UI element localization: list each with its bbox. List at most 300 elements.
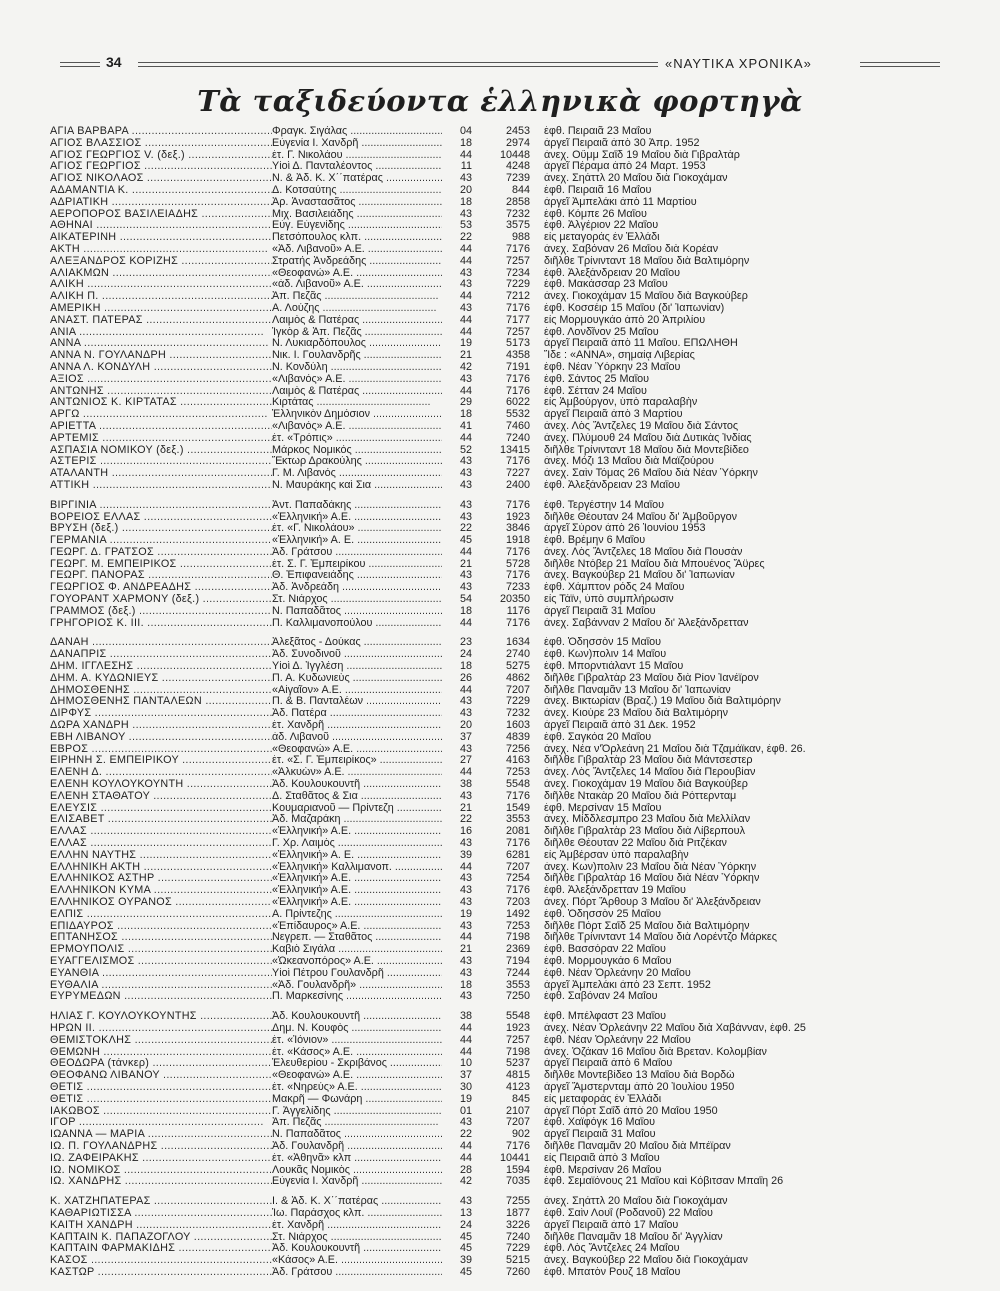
owner: Ἀδ. Κουλουκουντῆ ..... — [272, 1243, 442, 1255]
owner: Ἀδ. Κουλουκουντῆ ..... — [272, 779, 442, 791]
tonnage: 7176 — [505, 790, 530, 802]
built-year: 44 — [459, 149, 472, 161]
tonnage: 7244 — [505, 967, 530, 979]
tonnage: 7176 — [505, 1140, 530, 1152]
built-year: 43 — [459, 582, 472, 594]
built-year: 27 — [459, 755, 472, 767]
ship-name: ΙΩ. ΝΟΜΙΚΟΣ ..... — [50, 1165, 272, 1177]
ship-row — [50, 1023, 950, 1035]
ship-row — [50, 909, 950, 921]
owner: Ἑλληνικὸν Δημόσιον ..... — [272, 409, 442, 421]
built-year: 43 — [459, 838, 472, 850]
tonnage: 2081 — [505, 826, 530, 838]
ship-row — [50, 661, 950, 673]
tonnage: 2107 — [505, 1105, 530, 1117]
ship-name: ΕΠΙΔΑΥΡΟΣ ..... — [50, 921, 272, 933]
tonnage: 1918 — [505, 535, 530, 547]
ship-row — [50, 445, 950, 457]
ship-name: ΘΕΤΙΣ ..... — [50, 1082, 272, 1094]
ship-row — [50, 480, 950, 492]
tonnage: 7176 — [505, 885, 530, 897]
status: ἀνεχ. Λὸς Ἄντζελες 14 Μαΐου διὰ Περουβίαν — [544, 767, 756, 779]
ship-name: ΚΑΘΑΡΙΩΤΙΣΣΑ ..... — [50, 1208, 272, 1220]
status: ἐφθ. Ἀλγέριον 22 Μαΐου — [544, 220, 659, 232]
ship-name: ΘΕΟΔΩΡΑ (τάνκερ) ..... — [50, 1058, 272, 1070]
ship-row — [50, 980, 950, 992]
status: ἐφθ. Νέαν Ὀρλεάνην 20 Μαΐου — [544, 967, 691, 979]
owner: Ἀλεξᾶτος - Δούκας ..... — [272, 637, 442, 649]
owner: «Ἑλληνική» Α. Ε. ..... — [272, 850, 442, 862]
ship-row — [50, 1196, 950, 1208]
ship-row — [50, 862, 950, 874]
status: ἀργεῖ Πόρτ Σαΐδ ἀπὸ 20 Μαΐου 1950 — [544, 1105, 718, 1117]
owner: Ἰω. Παράσχος κλπ. ..... — [272, 1208, 442, 1220]
ship-row — [50, 720, 950, 732]
ship-row — [50, 1117, 950, 1129]
status: ἀργεῖ Πειραιᾶ ἀπὸ 30 Ἀπρ. 1952 — [544, 137, 700, 149]
page-header — [60, 52, 940, 76]
owner: Λουκᾶς Νομικὸς ..... — [272, 1165, 442, 1177]
ship-name: ΑΛΕΞΑΝΔΡΟΣ ΚΟΡΙΖΗΣ ..... — [50, 256, 272, 268]
built-year: 22 — [459, 814, 472, 826]
status: ἐφθ. Μπατὸν Ρουζ 18 Μαΐου — [544, 1266, 681, 1278]
owner: Α. Πρίντεζης ..... — [272, 909, 442, 921]
ship-name: ΑΙΚΑΤΕΡΙΝΗ ..... — [50, 232, 272, 244]
owner: ἐτ. «Νηρεύς» Α.Ε. ..... — [272, 1082, 442, 1094]
owner: «Κάσος» Α.Ε. ..... — [272, 1255, 442, 1267]
tonnage: 7460 — [505, 420, 530, 432]
owner: Ἀδ. Ἀνδρεάδη ..... — [272, 582, 442, 594]
built-year: 43 — [459, 955, 472, 967]
tonnage: 3553 — [505, 814, 530, 826]
status: διῆλθε Γιβραλτὰρ 23 Μαΐου διὰ Ρίον Ἰανέϊρον — [544, 672, 759, 684]
ship-row — [50, 1011, 950, 1023]
owner: «Αἰγαῖον» Α.Ε. ..... — [272, 685, 442, 697]
status: ἀργεῖ Πειραιᾶ 31 Μαΐου — [544, 605, 656, 617]
journal-title: «ΝΑΥΤΙΚΑ ΧΡΟΝΙΚΑ» — [665, 56, 812, 71]
built-year: 45 — [459, 535, 472, 547]
built-year: 44 — [459, 684, 472, 696]
owner: Δ. Κοτσαύτης ..... — [272, 185, 442, 197]
tonnage: 7229 — [505, 279, 530, 291]
tonnage: 6281 — [505, 849, 530, 861]
status: ἐφθ. Λὸς Ἄντζελες 24 Μαΐου — [544, 1243, 680, 1255]
tonnage: 7207 — [505, 684, 530, 696]
built-year: 38 — [459, 779, 472, 791]
tonnage: 5532 — [505, 409, 530, 421]
owner: Μακρῆ — Φωνάρη ..... — [272, 1094, 442, 1106]
ship-name: ΑΘΗΝΑΙ ..... — [50, 220, 272, 232]
ship-name: ΒΙΡΓΙΝΙΑ ..... — [50, 500, 272, 512]
ship-row — [50, 1255, 950, 1267]
owner: Κιρτάτας ..... — [272, 397, 442, 409]
ship-name: ΘΕΤΙΣ ..... — [50, 1094, 272, 1106]
ship-name: ΑΝΝΑ Ν. ΓΟΥΛΑΝΔΡΗ ..... — [50, 350, 272, 362]
ship-name: ΕΛΛΗΝΙΚΟΝ ΚΥΜΑ ..... — [50, 885, 272, 897]
owner: Στρατής Ἀνδρεάδης ..... — [272, 256, 442, 268]
built-year: 43 — [459, 456, 472, 468]
status: ἐφθ. Μερσίναν 26 Μαΐου — [544, 1164, 662, 1176]
ship-row — [50, 649, 950, 661]
ship-name: ΙΩ. ΧΑΝΔΡΗΣ ..... — [50, 1176, 272, 1188]
owner: «ἀδ. Λιβανοῦ» Α.Ε. ..... — [272, 279, 442, 291]
tonnage: 1549 — [505, 802, 530, 814]
built-year: 43 — [459, 570, 472, 582]
owner: Κουμαριανοῦ — Πρίντεζη ..... — [272, 803, 442, 815]
status: ἀνεχ. Οὔμμ Σαΐδ 19 Μαΐου διὰ Γιβραλτὰρ — [544, 149, 740, 161]
status: ἀνεχ. Σηάττλ 20 Μαΐου διὰ Γιοκοχάμαν — [544, 1196, 728, 1208]
built-year: 16 — [459, 826, 472, 838]
ship-name: ΚΑΠΤΑΙΝ Κ. ΠΑΠΑΖΟΓΛΟΥ ..... — [50, 1232, 272, 1244]
built-year: 44 — [459, 932, 472, 944]
header-rule-left — [60, 62, 100, 67]
built-year: 44 — [459, 326, 472, 338]
ship-name: ΗΛΙΑΣ Γ. ΚΟΥΛΟΥΚΟΥΝΤΗΣ ..... — [50, 1011, 272, 1023]
status: ἀργεῖ Σύρον ἀπὸ 26 Ἰουνίου 1953 — [544, 523, 706, 535]
tonnage: 7227 — [505, 468, 530, 480]
status: ἀνεχ. Ὀζάκαν 16 Μαΐου διὰ Βρεταν. Κολομβίαν — [544, 1046, 767, 1058]
status: ἀργεῖ Πειραιᾶ 31 Μαΐου — [544, 1129, 656, 1141]
status: διῆλθε Γιβραλτὰρ 16 Μαΐου διὰ Νέαν Ὑόρκην — [544, 873, 760, 885]
ship-row — [50, 315, 950, 327]
owner: Μάρκος Νομικός ..... — [272, 445, 442, 457]
status: ἐφθ. Μερσίναν 15 Μαΐου — [544, 802, 662, 814]
owner: Ἀδ. Γουλανδρῆ ..... — [272, 1141, 442, 1153]
owner: «Θεοφανώ» Α.Ε. ..... — [272, 268, 442, 280]
ship-list — [50, 126, 950, 1287]
status: διῆλθε Γιβραλτὰρ 23 Μαΐου διὰ Λίβερπουλ — [544, 826, 745, 838]
owner: Γ. Μ. Λιβανός ..... — [272, 468, 442, 480]
tonnage: 4839 — [505, 731, 530, 743]
status: ἀνεχ. Κων)πολιν 23 Μαΐου διὰ Νέαν Ὑόρκην — [544, 861, 757, 873]
ship-name: ΓΡΑΜΜΟΣ (δεξ.) ..... — [50, 606, 272, 618]
owner: Εὐγ. Εὐγενίδης ..... — [272, 220, 442, 232]
ship-name: ΚΑΣΟΣ ..... — [50, 1255, 272, 1267]
owner: Υἱοὶ Πέτρου Γουλανδρῆ ..... — [272, 968, 442, 980]
status: εἰς μεταγοράς ἐν Ἑλλάδι — [544, 232, 660, 244]
built-year: 19 — [459, 908, 472, 920]
ship-row — [50, 744, 950, 756]
ship-name: ΙΩ. ΖΑΦΕΙΡΑΚΗΣ ..... — [50, 1153, 272, 1165]
status: ἀργεῖ Πειραιᾶ ἀπὸ 11 Μαΐου. ΕΠΩΛΗΘΗ — [544, 338, 738, 350]
tonnage: 7257 — [505, 255, 530, 267]
owner: Καβιὸ Σιγάλα ..... — [272, 944, 442, 956]
ship-row — [50, 397, 950, 409]
built-year: 43 — [459, 373, 472, 385]
ship-name: ΑΛΙΚΗ Π. ..... — [50, 291, 272, 303]
built-year: 21 — [459, 944, 472, 956]
owner: «Ἀλκυὼν» Α.Ε. ..... — [272, 767, 442, 779]
status: διῆλθε Παναμᾶν 20 Μαΐου διὰ Μπέϊραν — [544, 1140, 731, 1152]
owner: Δημ. Ν. Κουφὸς ..... — [272, 1023, 442, 1035]
tonnage: 7239 — [505, 173, 530, 185]
tonnage: 7240 — [505, 432, 530, 444]
owner: Α. Λούζης ..... — [272, 303, 442, 315]
ship-row — [50, 421, 950, 433]
ship-name: ΑΡΓΩ ..... — [50, 409, 272, 421]
ship-name: ΑΝΝΑ ..... — [50, 338, 272, 350]
built-year: 44 — [459, 255, 472, 267]
owner: ἀδ. Λιβανοῦ ..... — [272, 732, 442, 744]
ship-name: ΔΑΝΑΠΡΙΣ ..... — [50, 649, 272, 661]
status: διῆλθε Πόρτ Σαΐδ 25 Μαΐου διὰ Βαλτιμόρην — [544, 920, 750, 932]
status: ἀνεχ. Λὸς Ἄντζελες 18 Μαΐου διὰ Πουσὰν — [544, 546, 743, 558]
status: ἐφθ. Βασσόραν 22 Μαΐου — [544, 944, 666, 956]
ship-name: ΕΛΕΝΗ Δ. ..... — [50, 767, 272, 779]
owner: ἐτ. «Ἰόνιον» ..... — [272, 1035, 442, 1047]
tonnage: 7176 — [505, 546, 530, 558]
ship-name: ΕΛΕΝΗ ΣΤΑΘΑΤΟΥ ..... — [50, 791, 272, 803]
owner: Ἀδ. Μαζαράκη ..... — [272, 814, 442, 826]
tonnage: 7198 — [505, 932, 530, 944]
tonnage: 5548 — [505, 1011, 530, 1023]
ship-row — [50, 362, 950, 374]
built-year: 41 — [459, 420, 472, 432]
tonnage: 5275 — [505, 661, 530, 673]
owner: Στ. Νιάρχος ..... — [272, 1232, 442, 1244]
ship-name: ΕΛΛΑΣ ..... — [50, 826, 272, 838]
built-year: 43 — [459, 267, 472, 279]
ship-name: ΓΕΩΡΓ. Δ. ΓΡΑΤΣΟΣ ..... — [50, 547, 272, 559]
built-year: 43 — [459, 897, 472, 908]
tonnage: 7177 — [505, 314, 530, 326]
header-rule-middle — [138, 62, 658, 67]
ship-row — [50, 944, 950, 956]
built-year: 24 — [459, 1219, 472, 1231]
built-year: 43 — [459, 1117, 472, 1129]
status: ἐφθ. Ὀδησσὸν 25 Μαΐου — [544, 908, 662, 920]
owner: «Ἑλληνική» Α.Ε. ..... — [272, 873, 442, 885]
ship-name: ΘΕΜΩΝΗ ..... — [50, 1047, 272, 1059]
status: ἀνεχ. Βαγκούβερ 21 Μαΐου δι' Ἰαπωνίαν — [544, 570, 735, 582]
ship-name: ΑΣΤΕΡΙΣ ..... — [50, 456, 272, 468]
ship-row — [50, 161, 950, 173]
tonnage: 1877 — [505, 1207, 530, 1219]
tonnage: 7232 — [505, 708, 530, 720]
ship-row — [50, 1082, 950, 1094]
status: ἐφθ. Ὀδησσὸν 15 Μαΐου — [544, 637, 662, 649]
tonnage: 988 — [511, 232, 530, 244]
tonnage: 1923 — [505, 511, 530, 523]
tonnage: 7233 — [505, 582, 530, 594]
ship-row — [50, 873, 950, 885]
built-year: 44 — [459, 1152, 472, 1164]
ship-row — [50, 456, 950, 468]
tonnage: 7035 — [505, 1176, 530, 1188]
tonnage: 7250 — [505, 991, 530, 1003]
ship-row — [50, 197, 950, 209]
tonnage: 3846 — [505, 523, 530, 535]
built-year: 43 — [459, 991, 472, 1003]
status: ἀνεχ. Σαὶν Τόμας 26 Μαΐου διὰ Νέαν Ὑόρκην — [544, 468, 758, 480]
ship-name: ΑΔΑΜΑΝΤΙΑ Κ. ..... — [50, 185, 272, 197]
status: εἰς Πειραιᾶ ἀπὸ 3 Μαΐου — [544, 1152, 660, 1164]
owner: «Ἑλληνική» Α.Ε. ..... — [272, 897, 442, 909]
ship-row — [50, 767, 950, 779]
built-year: 43 — [459, 511, 472, 523]
built-year: 43 — [459, 967, 472, 979]
owner: Πετσόπουλος κλπ. ..... — [272, 232, 442, 244]
ship-name: ΕΥΘΑΛΙΑ ..... — [50, 980, 272, 992]
tonnage: 20350 — [499, 594, 530, 606]
owner: Ν. Παπαδᾶτος ..... — [272, 606, 442, 618]
built-year: 26 — [459, 672, 472, 684]
status: διῆλθε Μοντεβίδεο 13 Μαΐου διὰ Βορδὼ — [544, 1070, 735, 1082]
status: ἐφθ. Κων)πολιν 14 Μαΐου — [544, 649, 667, 661]
built-year: 28 — [459, 1164, 472, 1176]
ship-row — [50, 327, 950, 339]
owner: «Ἑλληνική» Καλλιμανοπ. ..... — [272, 862, 442, 874]
ship-row — [50, 279, 950, 291]
owner: «Ἀδ. Γουλανδρῆ» ..... — [272, 980, 442, 992]
ship-row — [50, 850, 950, 862]
status: ἐφθ. Πειραιᾶ 23 Μαΐου — [544, 126, 652, 137]
ship-name: ΑΓΙΟΣ ΒΛΑΣΣΙΟΣ ..... — [50, 138, 272, 150]
ship-name: Κ. ΧΑΤΖΗΠΑΤΕΡΑΣ ..... — [50, 1196, 272, 1208]
built-year: 18 — [459, 137, 472, 149]
owner: Ν. Παπαδᾶτος ..... — [272, 1129, 442, 1141]
ship-row — [50, 637, 950, 649]
tonnage: 1923 — [505, 1022, 530, 1034]
built-year: 43 — [459, 302, 472, 314]
built-year: 53 — [459, 220, 472, 232]
ship-row — [50, 1058, 950, 1070]
ship-row — [50, 291, 950, 303]
status: διῆλθε Τρίνινταντ 18 Μαΐου διὰ Βαλτιμόρην — [544, 255, 750, 267]
built-year: 18 — [459, 979, 472, 991]
tonnage: 4248 — [505, 161, 530, 173]
built-year: 37 — [459, 1070, 472, 1082]
ship-row — [50, 268, 950, 280]
status: ἐφθ. Σέτταν 24 Μαΐου — [544, 385, 647, 397]
ship-row — [50, 173, 950, 185]
owner: «Θεοφανώ» Α.Ε. ..... — [272, 744, 442, 756]
built-year: 39 — [459, 849, 472, 861]
built-year: 44 — [459, 385, 472, 397]
tonnage: 7176 — [505, 456, 530, 468]
ship-row — [50, 433, 950, 445]
status: ἐφθ. Χαϊφόγκ 16 Μαΐου — [544, 1117, 656, 1129]
ship-row — [50, 814, 950, 826]
tonnage: 7234 — [505, 267, 530, 279]
built-year: 44 — [459, 861, 472, 873]
ship-name: ΑΝΤΩΝΗΣ ..... — [50, 386, 272, 398]
ship-row — [50, 547, 950, 559]
owner: ἐτ. «Σ. Γ. Ἐμπειρίκος» ..... — [272, 755, 442, 767]
built-year: 22 — [459, 232, 472, 244]
tonnage: 7203 — [505, 897, 530, 908]
ship-name: ΕΛΕΝΗ ΚΟΥΛΟΥΚΟΥΝΤΗ ..... — [50, 779, 272, 791]
built-year: 54 — [459, 594, 472, 606]
built-year: 18 — [459, 605, 472, 617]
status: ἀργεῖ Ἀμπελάκι ἀπὸ 23 Σεπτ. 1952 — [544, 979, 711, 991]
status: εἰς Μορμουγκάο ἀπὸ 20 Ἀπριλίου — [544, 314, 706, 326]
ship-row — [50, 1129, 950, 1141]
built-year: 39 — [459, 1255, 472, 1267]
ship-group — [50, 637, 950, 1003]
built-year: 44 — [459, 1034, 472, 1046]
tonnage: 1594 — [505, 1164, 530, 1176]
built-year: 45 — [459, 1266, 472, 1278]
ship-name: ΕΛΛΗΝΙΚΗ ΑΚΤΗ ..... — [50, 862, 272, 874]
status: ἀνεχ. Λὸς Ἄντζελες 19 Μαΐου διὰ Σάντος — [544, 420, 739, 432]
ship-group — [50, 1196, 950, 1279]
ship-name: ΔΑΝΑΗ ..... — [50, 637, 272, 649]
status: ἀνεχ. Πόρτ Ἄρθουρ 3 Μαΐου δι' Ἀλεξάνδρειαν — [544, 897, 761, 908]
ship-name: ΒΟΡΕΙΟΣ ΕΛΛΑΣ ..... — [50, 512, 272, 524]
status: ἐφθ. Μπέλφαστ 23 Μαΐου — [544, 1011, 667, 1023]
owner: Ν. Λυκιαρδόπουλος ..... — [272, 338, 442, 350]
status: ἐφθ. Σάντος 25 Μαΐου — [544, 373, 650, 385]
owner: ἐτ. «Τρόπις» ..... — [272, 433, 442, 445]
status: ἐφθ. Κόμπε 26 Μαΐου — [544, 208, 647, 220]
ship-row — [50, 1070, 950, 1082]
tonnage: 13415 — [499, 444, 530, 456]
status: ἀργεῖ Πειραιᾶ ἀπὸ 31 Δεκ. 1952 — [544, 720, 696, 732]
ship-name: ΕΙΡΗΝΗ Σ. ΕΜΠΕΙΡΙΚΟΥ ..... — [50, 755, 272, 767]
built-year: 43 — [459, 173, 472, 185]
tonnage: 7253 — [505, 920, 530, 932]
ship-name: ΙΑΚΩΒΟΣ ..... — [50, 1106, 272, 1118]
header-rule-right — [860, 62, 940, 67]
tonnage: 2369 — [505, 944, 530, 956]
status: ἀνεχ. Σηάττλ 20 Μαΐου διὰ Γιοκοχάμαν — [544, 173, 728, 185]
tonnage: 4815 — [505, 1070, 530, 1082]
owner: Ἀδ. Γράτσου ..... — [272, 547, 442, 559]
ship-row — [50, 338, 950, 350]
tonnage: 5237 — [505, 1058, 530, 1070]
built-year: 23 — [459, 637, 472, 649]
ship-name: ΕΛΛΗΝΙΚΟΣ ΑΣΤΗΡ ..... — [50, 873, 272, 885]
ship-row — [50, 374, 950, 386]
ship-name: ΙΩ. Π. ΓΟΥΛΑΝΔΡΗΣ ..... — [50, 1141, 272, 1153]
built-year: 44 — [459, 1140, 472, 1152]
owner: ἐτ. Σ. Γ. Ἐμπειρίκου ..... — [272, 559, 442, 571]
ship-name: ΚΑΙΤΗ ΧΑΝΔΡΗ ..... — [50, 1220, 272, 1232]
tonnage: 4358 — [505, 350, 530, 362]
status: ἀνεχ. Πλύμουθ 24 Μαΐου διὰ Δυτικὰς Ἰνδίας — [544, 432, 752, 444]
status: ἐφθ. Πειραιᾶ 16 Μαΐου — [544, 184, 652, 196]
ship-name: ΕΥΑΓΓΕΛΙΣΜΟΣ ..... — [50, 956, 272, 968]
tonnage: 7232 — [505, 208, 530, 220]
ship-row — [50, 185, 950, 197]
ship-row — [50, 779, 950, 791]
ship-name: ΑΡΙΕΤΤΑ ..... — [50, 421, 272, 433]
ship-row — [50, 803, 950, 815]
tonnage: 7176 — [505, 385, 530, 397]
ship-name: ΔΗΜ. Α. ΚΥΔΩΝΙΕΥΣ ..... — [50, 673, 272, 685]
ship-row — [50, 1094, 950, 1106]
tonnage: 7198 — [505, 1046, 530, 1058]
ship-row — [50, 618, 950, 630]
built-year: 21 — [459, 802, 472, 814]
tonnage: 7176 — [505, 617, 530, 629]
status: διῆλθε Παναμᾶν 18 Μαΐου δι' Ἀγγλίαν — [544, 1231, 723, 1243]
built-year: 44 — [459, 767, 472, 779]
built-year: 44 — [459, 1022, 472, 1034]
ship-name: ΑΛΙΚΗ ..... — [50, 279, 272, 291]
owner: Ἀδ. Πατέρα ..... — [272, 708, 442, 720]
ship-name: ΕΛΛΗΝ ΝΑΥΤΗΣ ..... — [50, 850, 272, 862]
status: ἀργεῖ Ἄμστερνταμ ἀπὸ 20 Ἰουλίου 1950 — [544, 1081, 735, 1093]
ship-name: ΚΑΣΤΩΡ ..... — [50, 1267, 272, 1279]
ship-name: ΚΑΠΤΑΙΝ ΦΑΡΜΑΚΙΔΗΣ ..... — [50, 1243, 272, 1255]
status: ἐφθ. Μορμουγκάο 6 Μαΐου — [544, 955, 672, 967]
ship-row — [50, 968, 950, 980]
tonnage: 6022 — [505, 397, 530, 409]
owner: Εὐγενία Ι. Χανδρῆ ..... — [272, 138, 442, 150]
ship-name: ΔΗΜΟΣΘΕΝΗΣ ΠΑΝΤΑΛΕΩΝ ..... — [50, 696, 272, 708]
